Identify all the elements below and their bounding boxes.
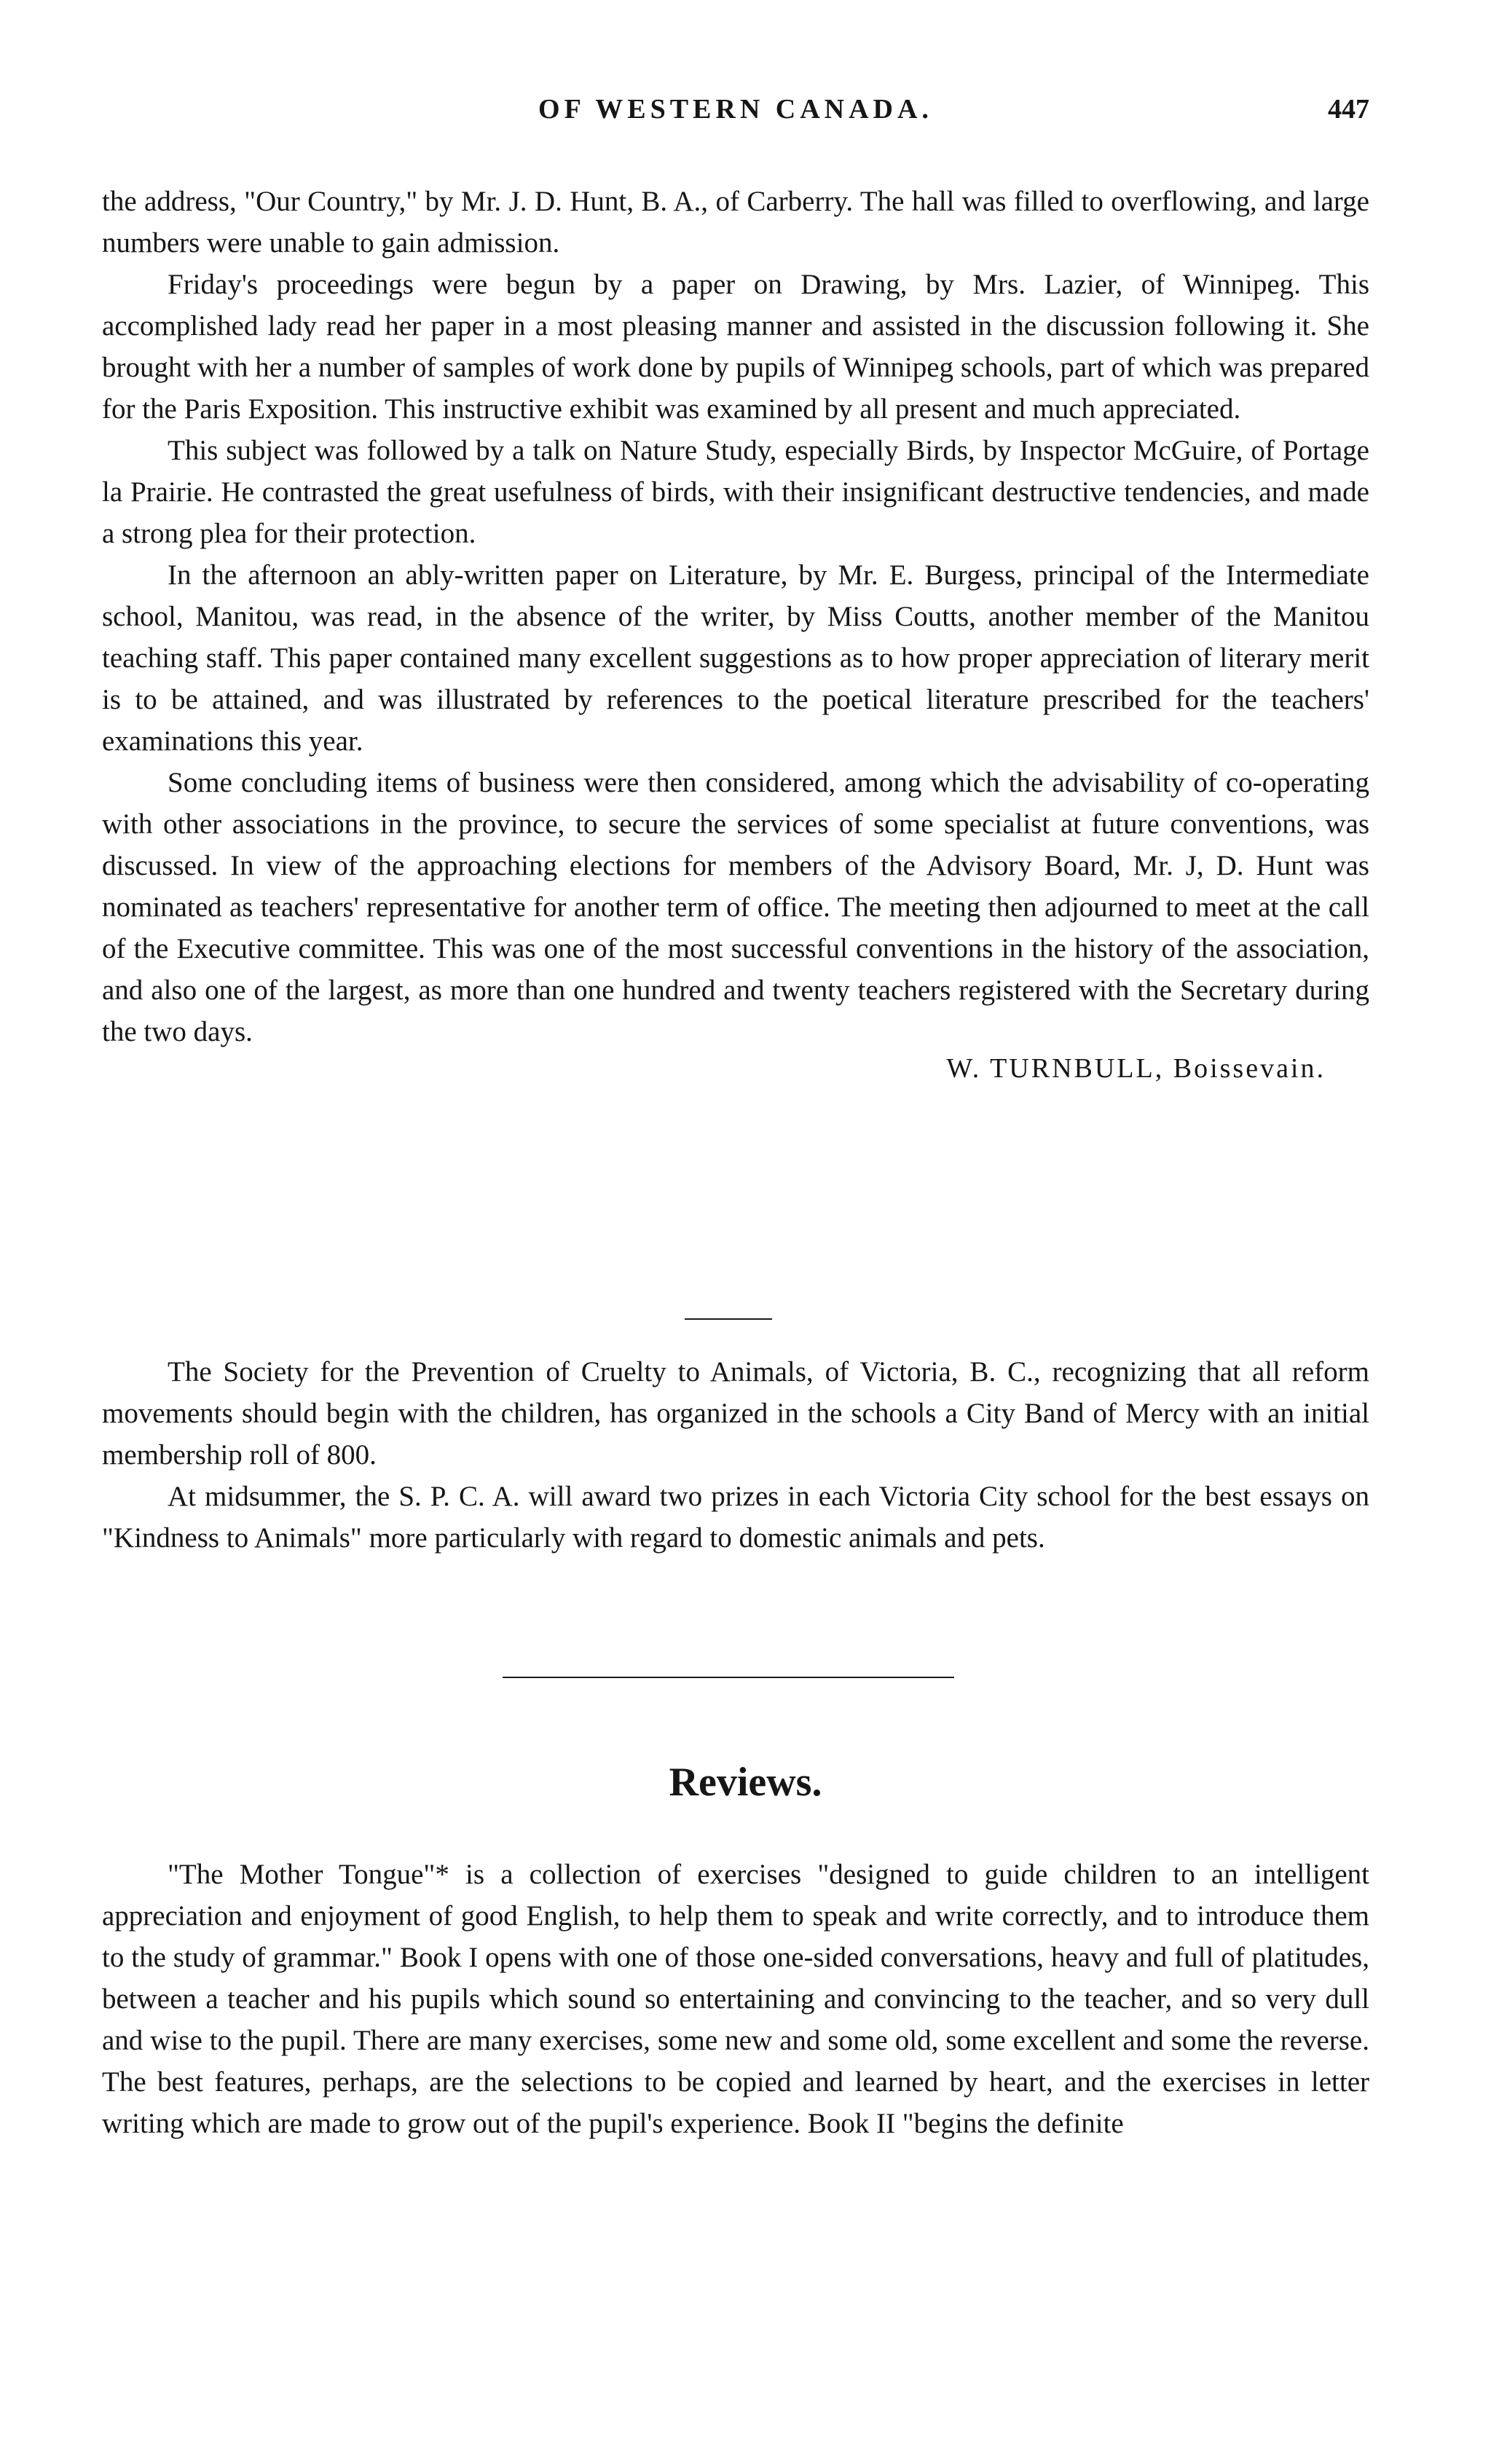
report-paragraph-3: This subject was followed by a talk on Nature Study, especially Birds, by Inspector McGuire, of Portage la Prairie. He contrasted the great usefulness of birds, with their insignificant destructive tendencies, and made a strong plea for their protection. [102,435,1369,549]
report-paragraph-4: In the afternoon an ably-written paper on Literature, by Mr. E. Burgess, principal of the Intermediate school, Manitou, was read, in the absence of the writer, by Miss Coutts, another member of the Manitou teaching staff. This paper contained many excellent suggestions as to how proper appreciation of literary merit is to be attained, and was illustrated by references to the poetical literature prescribed for the teachers' examinations this year. [102,559,1369,757]
review-paragraph-1: "The Mother Tongue"* is a collection of exercises "designed to guide children to an intelligent appreciation and enjoyment of good English, to help them to speak and write correctly, and to introduce them to the study of grammar." Book I opens with one of those one-sided conversations, heavy and full of platitudes, between a teacher and his pupils which sound so entertaining and convincing to the teacher, and so very dull and wise to the pupil. There are many exercises, some new and some old, some excellent and some the reverse. The best features, perhaps, are the selections to be copied and learned by heart, and the exercises in letter writing which are made to grow out of the pupil's experience. Book II "begins the definite [102,1859,1369,2139]
spca-note [102,1351,1369,1559]
page-number: 447 [1328,94,1369,125]
short-divider [685,1318,772,1320]
section-divider [503,1677,954,1678]
spca-paragraph-1: The Society for the Prevention of Cruelty to Animals, of Victoria, B. C., recognizing that all reform movements should begin with the children, has organized in the schools a City Band of Mercy with an initial membership roll of 800. [102,1356,1369,1471]
report-paragraph-2: Friday's proceedings were begun by a paper on Drawing, by Mrs. Lazier, of Winnipeg. This accomplished lady read her paper in a most pleasing manner and assisted in the discussion following it. She brought with her a number of samples of work done by pupils of Winnipeg schools, part of which was prepared for the Paris Exposition. This instructive exhibit was examined by all present and much appreciated. [102,269,1369,425]
report-paragraph-5: Some concluding items of business were then considered, among which the advisability of co-operating with other associations in the province, to secure the services of some specialist at future conventions, was discussed. In view of the approaching elections for members of the Advisory Board, Mr. J, D. Hunt was nominated as teachers' representative for another term of office. The meeting then adjourned to meet at the call of the Executive committee. This was one of the most successful conventions in the history of the association, and also one of the largest, as more than one hundred and twenty teachers registered with the Secretary during the two days. [102,767,1369,1047]
spca-paragraph-2: At midsummer, the S. P. C. A. will award two prizes in each Victoria City school for the best essays on "Kindness to Animals" more particularly with regard to domestic animals and pets. [102,1481,1369,1554]
reviews-title: Reviews. [669,1760,822,1805]
running-head: OF WESTERN CANADA. [538,94,933,125]
signature: W. TURNBULL, Boissevain. [946,1053,1326,1084]
reviews-section [102,1854,1369,2144]
page-header [102,93,1369,137]
report-paragraph-1: the address, "Our Country," by Mr. J. D. Hunt, B. A., of Carberry. The hall was filled to overflowing, and large numbers were unable to gain admission. [102,186,1369,259]
convention-report [102,181,1369,1085]
